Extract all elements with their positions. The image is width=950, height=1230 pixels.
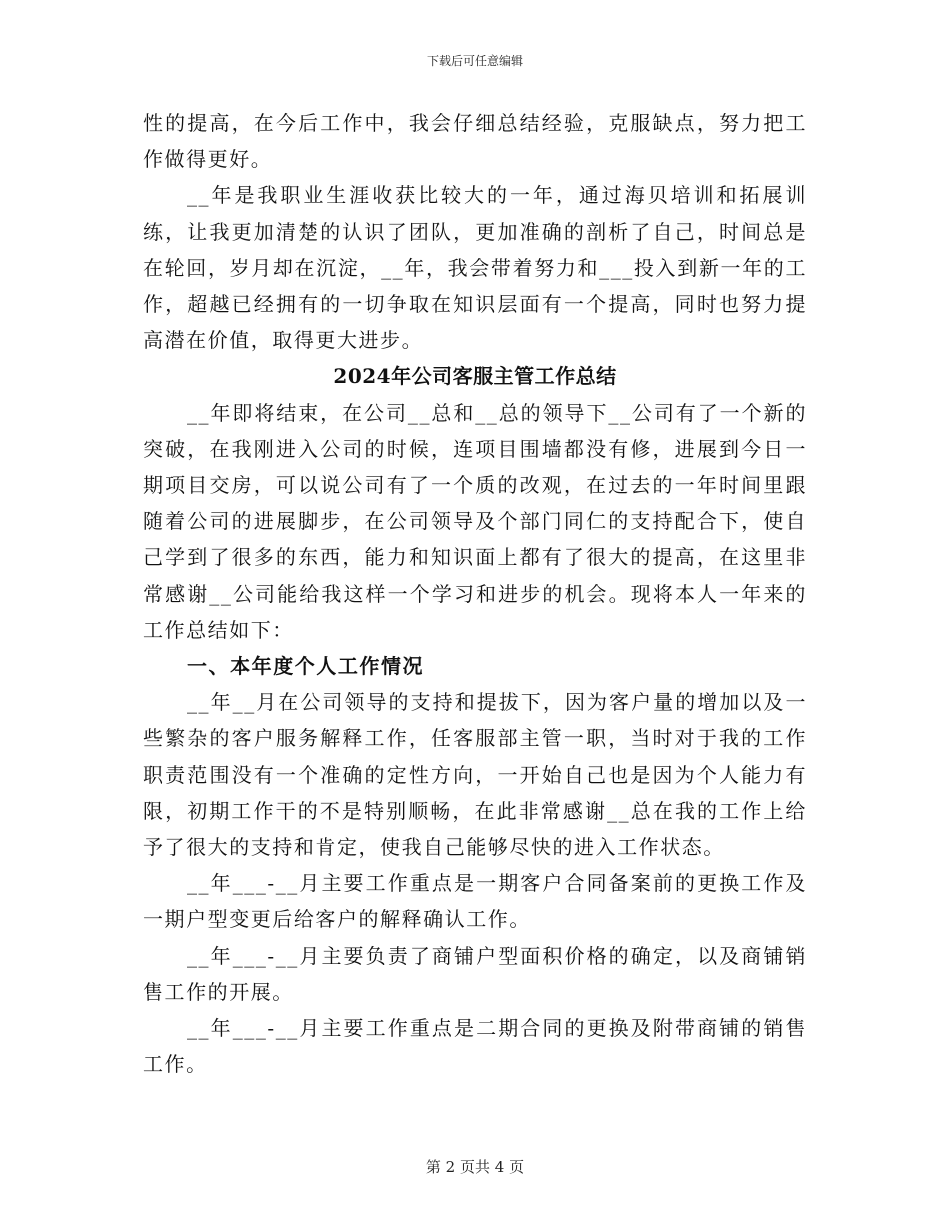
paragraph: __年__月在公司领导的支持和提拔下，因为客户量的增加以及一些繁杂的客户服务解释工作，任客服部主管一职，当时对于我的工作职责范围没有一个准确的定性方向，一开始自己也是因为个人能力有限，初期工作干的不是特别顺畅，在此非常感谢__总在我的工作上给予了很大的支持和肯定，使我自己能够尽快的进入工作状态。: [143, 690, 807, 860]
document-body: [143, 105, 807, 1082]
paragraph: __年___-__月主要工作重点是一期客户合同备案前的更换工作及一期户型变更后给客户的解释确认工作。: [143, 871, 807, 932]
document-title: 2024年公司客服主管工作总结: [333, 364, 617, 389]
paragraph: __年___-__月主要负责了商铺户型面积价格的确定，以及商铺销售工作的开展。: [143, 943, 807, 1004]
page-number: 第 2 页共 4 页: [425, 1158, 525, 1176]
paragraph: __年是我职业生涯收获比较大的一年，通过海贝培训和拓展训练，让我更加清楚的认识了团队，更加准确的剖析了自己，时间总是在轮回，岁月却在沉淀，__年，我会带着努力和___投入到新一年的工作，超越已经拥有的一切争取在知识层面有一个提高，同时也努力提高潜在价值，取得更大进步。: [143, 183, 807, 353]
paragraph: __年即将结束，在公司__总和__总的领导下__公司有了一个新的突破，在我刚进入公司的时候，连项目围墙都没有修，进展到今日一期项目交房，可以说公司有了一个质的改观，在过去的一年时间里跟随着公司的进展脚步，在公司领导及个部门同仁的支持配合下，使自己学到了很多的东西，能力和知识面上都有了很大的提高，在这里非常感谢__公司能给我这样一个学习和进步的机会。现将本人一年来的工作总结如下：: [143, 400, 807, 642]
paragraph-continuation: 性的提高，在今后工作中，我会仔细总结经验，克服缺点，努力把工作做得更好。: [143, 111, 807, 172]
section-heading: 一、本年度个人工作情况: [187, 654, 425, 679]
paragraph: __年___-__月主要工作重点是二期合同的更换及附带商铺的销售工作。: [143, 1016, 807, 1077]
page-header: 下载后可任意编辑: [426, 54, 523, 68]
